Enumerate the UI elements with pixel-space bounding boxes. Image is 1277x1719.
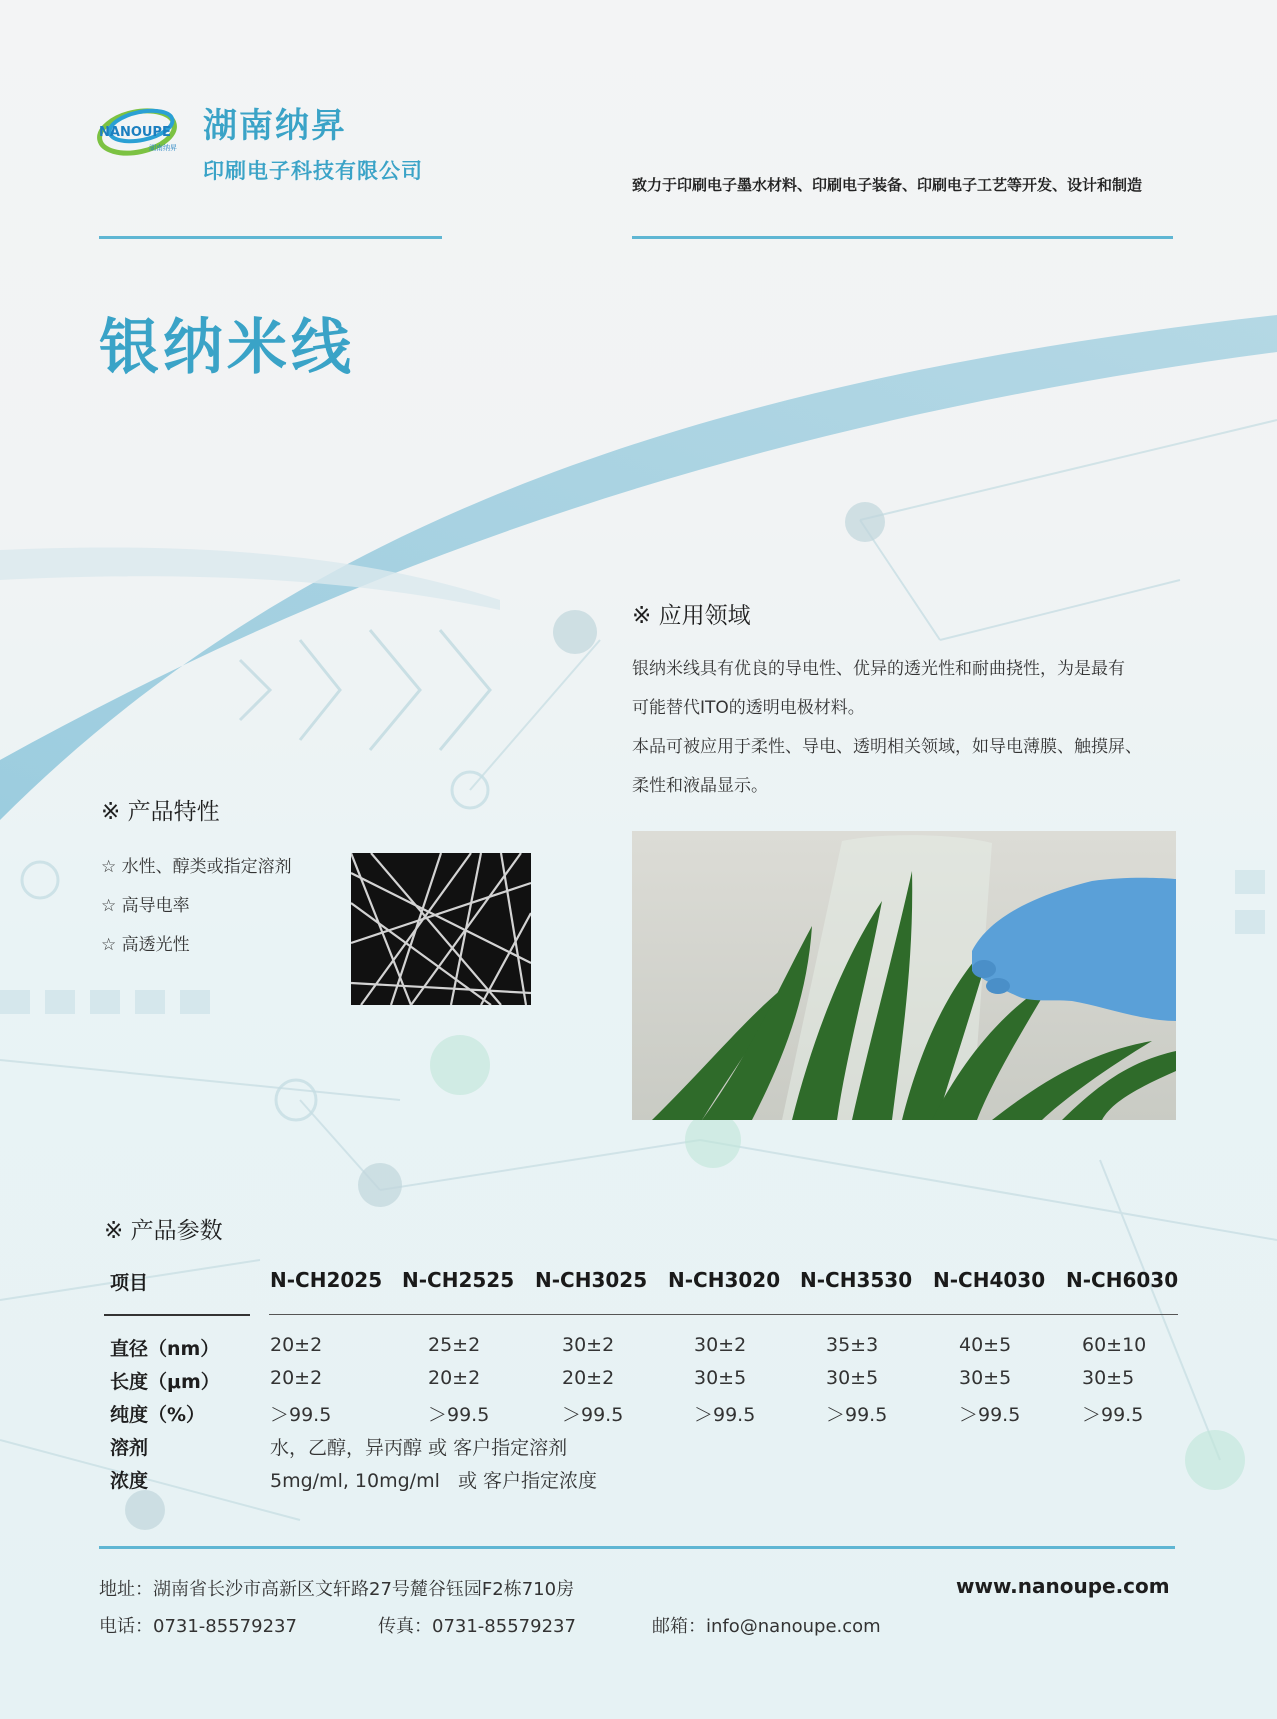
row-label: 直径（nm） bbox=[110, 1338, 220, 1360]
table-cell: 30±5 bbox=[826, 1367, 879, 1389]
table-cell: ＞99.5 bbox=[959, 1404, 1021, 1426]
footer-address: 地址：湖南省长沙市高新区文轩路27号麓谷钰园F2栋710房 bbox=[99, 1579, 575, 1600]
table-cell: 40±5 bbox=[959, 1334, 1012, 1356]
table-cell: 30±5 bbox=[1082, 1367, 1135, 1389]
table-cell: 30±2 bbox=[694, 1334, 747, 1356]
table-cell: 30±2 bbox=[562, 1334, 615, 1356]
table-cell: ＞99.5 bbox=[694, 1404, 756, 1426]
application-text bbox=[632, 650, 1187, 806]
feature-item: ☆ 高导电率 bbox=[101, 896, 190, 916]
table-row bbox=[104, 1334, 1178, 1364]
table-cell: 20±2 bbox=[428, 1367, 481, 1389]
company-name: 湖南纳昇 bbox=[203, 106, 347, 146]
model-header: N-CH6030 bbox=[1066, 1268, 1179, 1292]
row-label: 纯度（%） bbox=[110, 1404, 206, 1426]
company-slogan: 致力于印刷电子墨水材料、印刷电子装备、印刷电子工艺等开发、设计和制造 bbox=[632, 176, 1143, 194]
table-cell: 20±2 bbox=[270, 1334, 323, 1356]
row-label: 长度（μm） bbox=[110, 1371, 220, 1393]
footer-email-link[interactable]: 邮箱：info@nanoupe.com bbox=[652, 1616, 881, 1637]
header-rule-right bbox=[632, 236, 1173, 239]
params-heading: ※ 产品参数 bbox=[104, 1218, 223, 1244]
table-cell: 20±2 bbox=[270, 1367, 323, 1389]
table-header-label: 项目 bbox=[110, 1272, 149, 1294]
table-cell: ＞99.5 bbox=[826, 1404, 888, 1426]
concentration-value: 5mg/ml, 10mg/ml 或 客户指定浓度 bbox=[270, 1470, 598, 1492]
application-paragraph: 本品可被应用于柔性、导电、透明相关领域，如导电薄膜、触摸屏、 bbox=[632, 737, 1142, 757]
table-row bbox=[104, 1367, 1178, 1397]
table-cell: 60±10 bbox=[1082, 1334, 1147, 1356]
row-label: 溶剂 bbox=[110, 1437, 149, 1459]
table-cell: ＞99.5 bbox=[562, 1404, 624, 1426]
transparent-film-photo bbox=[632, 831, 1176, 1120]
footer-rule bbox=[99, 1546, 1175, 1549]
logo-text: NANOUPE bbox=[99, 125, 171, 140]
footer-website-link[interactable]: www.nanoupe.com bbox=[956, 1574, 1170, 1598]
table-cell: ＞99.5 bbox=[270, 1404, 332, 1426]
table-rule-right bbox=[269, 1314, 1178, 1315]
table-cell: 35±3 bbox=[826, 1334, 879, 1356]
application-paragraph: 可能替代ITO的透明电极材料。 bbox=[632, 698, 865, 718]
model-header: N-CH2525 bbox=[402, 1268, 515, 1292]
table-row bbox=[104, 1466, 1178, 1496]
table-header-row bbox=[104, 1268, 1178, 1298]
table-row bbox=[104, 1400, 1178, 1430]
model-header: N-CH4030 bbox=[933, 1268, 1046, 1292]
application-paragraph: 银纳米线具有优良的导电性、优异的透光性和耐曲挠性，为是最有 bbox=[632, 659, 1125, 679]
company-subtitle: 印刷电子科技有限公司 bbox=[203, 159, 423, 183]
features-list bbox=[101, 852, 292, 969]
footer-phone: 电话：0731-85579237 bbox=[99, 1616, 297, 1637]
table-cell: 30±5 bbox=[694, 1367, 747, 1389]
company-logo bbox=[97, 100, 179, 158]
application-heading: ※ 应用领域 bbox=[632, 603, 751, 629]
application-paragraph: 柔性和液晶显示。 bbox=[632, 776, 768, 796]
feature-item: ☆ 高透光性 bbox=[101, 935, 190, 955]
features-heading: ※ 产品特性 bbox=[101, 799, 220, 825]
header-rule-left bbox=[99, 236, 442, 239]
footer-fax: 传真：0731-85579237 bbox=[378, 1616, 576, 1637]
table-cell: ＞99.5 bbox=[1082, 1404, 1144, 1426]
table-row bbox=[104, 1433, 1178, 1463]
model-header: N-CH3025 bbox=[535, 1268, 648, 1292]
table-rule-left bbox=[104, 1314, 250, 1316]
model-header: N-CH2025 bbox=[270, 1268, 383, 1292]
feature-item: ☆ 水性、醇类或指定溶剂 bbox=[101, 857, 292, 877]
model-header: N-CH3530 bbox=[800, 1268, 913, 1292]
logo-small-text: 湖南纳昇 bbox=[149, 144, 177, 152]
table-cell: 30±5 bbox=[959, 1367, 1012, 1389]
page-title: 银纳米线 bbox=[99, 313, 355, 383]
table-cell: 25±2 bbox=[428, 1334, 481, 1356]
model-header: N-CH3020 bbox=[668, 1268, 781, 1292]
table-cell: ＞99.5 bbox=[428, 1404, 490, 1426]
row-label: 浓度 bbox=[110, 1470, 149, 1492]
solvent-value: 水，乙醇，异丙醇 或 客户指定溶剂 bbox=[270, 1437, 568, 1459]
table-cell: 20±2 bbox=[562, 1367, 615, 1389]
nanowire-micrograph bbox=[351, 853, 531, 1005]
